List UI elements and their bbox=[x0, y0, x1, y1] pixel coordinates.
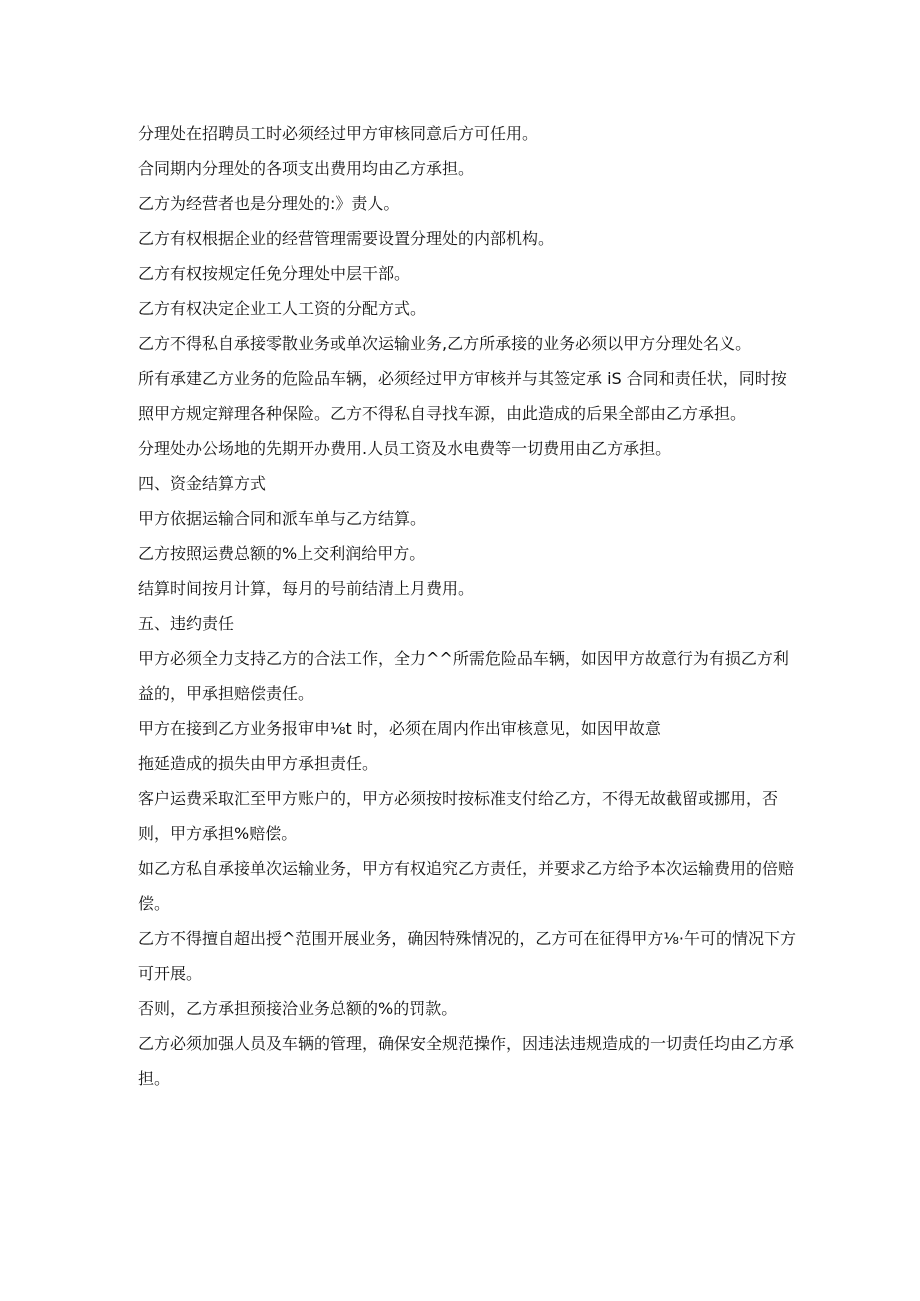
paragraph: 乙方有权按规定任免分理处中层干部。 bbox=[138, 264, 411, 283]
paragraph: 否则，乙方承担预接洽业务总额的%的罚款。 bbox=[138, 999, 458, 1018]
paragraph: 合同期内分理处的各项支出费用均由乙方承担。 bbox=[138, 159, 475, 178]
document-body bbox=[138, 116, 798, 1096]
paragraph: 分理处办公场地的先期开办费用.人员工资及水电费等一切费用由乙方承担。 bbox=[138, 439, 672, 458]
paragraph: 如乙方私自承接单次运输业务，甲方有权追究乙方责任，并要求乙方给予本次运输费用的倍赔偿。 bbox=[138, 859, 795, 913]
section-heading: 四、资金结算方式 bbox=[138, 474, 267, 493]
paragraph: 甲方必须全力支持乙方的合法工作，全力^^所需危险品车辆，如因甲方故意行为有损乙方利益的，甲承担赔偿责任。 bbox=[138, 649, 789, 703]
section-heading: 五、违约责任 bbox=[138, 614, 235, 633]
paragraph: 乙方按照运费总额的%上交利润给甲方。 bbox=[138, 544, 426, 563]
paragraph: 拖延造成的损失由甲方承担责任。 bbox=[138, 754, 379, 773]
paragraph: 乙方有权决定企业工人工资的分配方式。 bbox=[138, 299, 427, 318]
paragraph: 甲方依据运输合同和派车单与乙方结算。 bbox=[138, 509, 427, 528]
paragraph: 乙方为经营者也是分理处的:》责人。 bbox=[138, 194, 400, 213]
paragraph: 分理处在招聘员工时必须经过甲方审核同意后方可任用。 bbox=[138, 124, 539, 143]
paragraph: 客户运费采取汇至甲方账户的，甲方必须按时按标准支付给乙方，不得无故截留或挪用，否则，甲方承担%赔偿。 bbox=[138, 789, 779, 843]
paragraph: 所有承建乙方业务的危险品车辆，必须经过甲方审核并与其签定承 iS 合同和责任状，同时按照甲方规定辩理各种保险。乙方不得私自寻找车源，由此造成的后果全部由乙方承担。 bbox=[138, 369, 787, 423]
paragraph: 乙方不得擅自超出授^范围开展业务，确因特殊情况的，乙方可在征得甲方⅛·午可的情况下方可开展。 bbox=[138, 929, 797, 983]
paragraph: 乙方有权根据企业的经营管理需要设置分理处的内部机构。 bbox=[138, 229, 555, 248]
paragraph: 结算时间按月计算，每月的号前结清上月费用。 bbox=[138, 579, 475, 598]
paragraph: 乙方必须加强人员及车辆的管理，确保安全规范操作，因违法违规造成的一切责任均由乙方承担。 bbox=[138, 1034, 795, 1088]
paragraph: 乙方不得私自承接零散业务或单次运输业务,乙方所承接的业务必须以甲方分理处名义。 bbox=[138, 334, 752, 353]
paragraph: 甲方在接到乙方业务报审申⅛t 时，必须在周内作出审核意见，如因甲故意 bbox=[138, 719, 661, 738]
